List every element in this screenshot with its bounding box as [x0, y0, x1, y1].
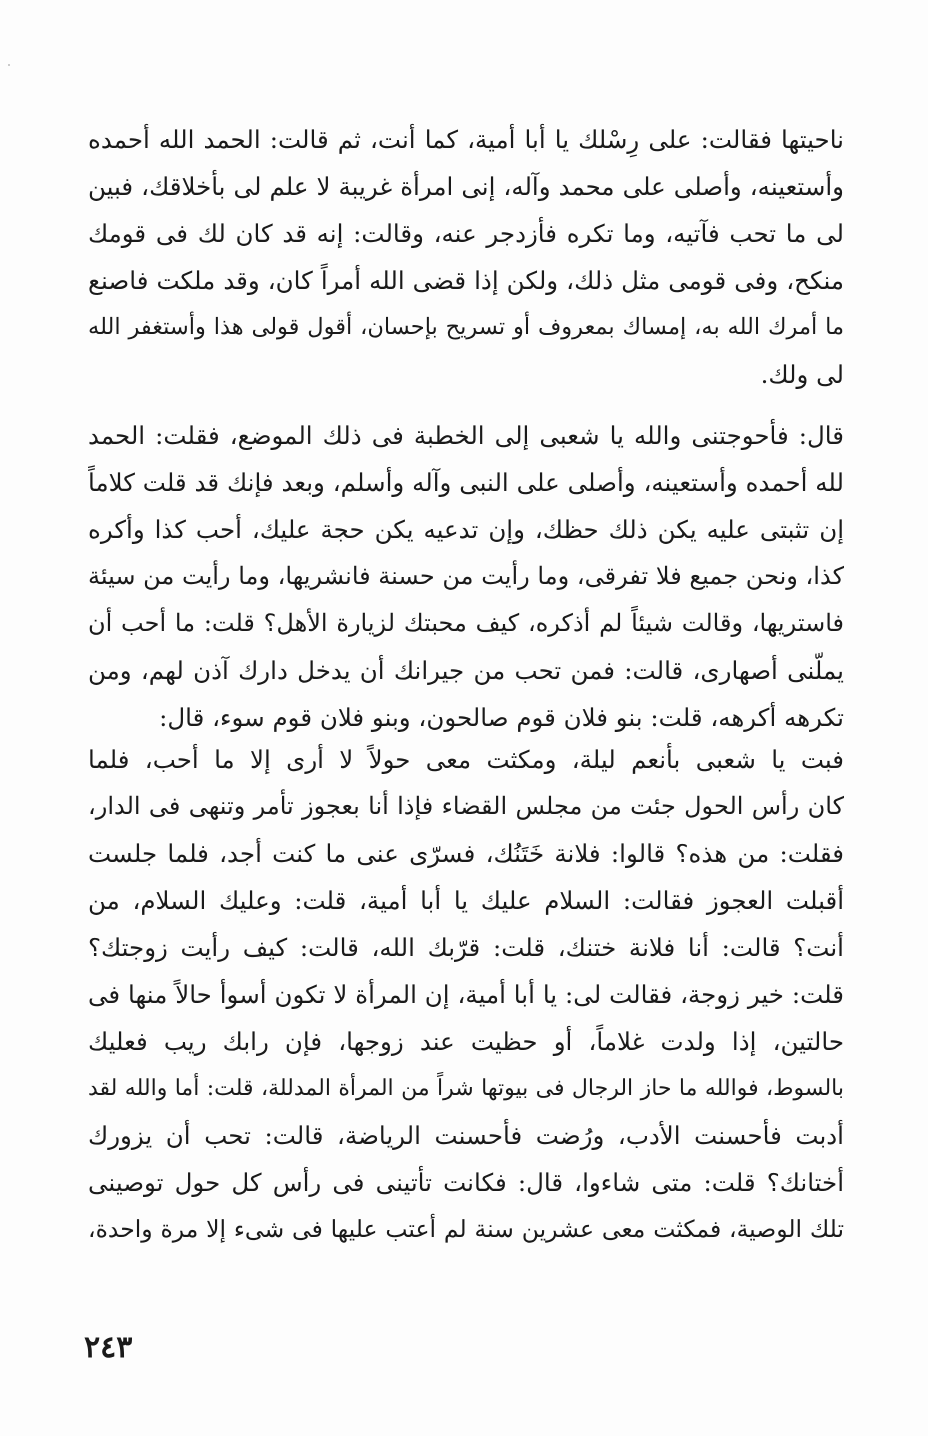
text-line: ناحيتها فقالت: على رِسْلك يا أبا أمية، كما أنت، ثم قالت: الحمد الله أحمده: [88, 125, 844, 154]
paragraph-3: [88, 736, 844, 1253]
text-line: أدبت فأحسنت الأدب، ورُضت فأحسنت الرياضة، قالت: تحب أن يزورك: [88, 1121, 844, 1150]
text-line: كذا، ونحن جميع فلا تفرقى، وما رأيت من حسنة فانشريها، وما رأيت من سيئة: [88, 562, 844, 590]
text-line: أقبلت العجوز فقالت: السلام عليك يا أبا أمية، قلت: وعليك السلام، من: [88, 886, 844, 915]
text-line: لى ما تحب فآتيه، وما تكره فأزدجر عنه، وقالت: إنه قد كان لك فى قومك: [88, 219, 844, 248]
text-line: إن تثبتى عليه يكن ذلك حظك، وإن تدعيه يكن حجة عليك، أحب كذا وأكره: [88, 515, 844, 544]
text-line: يملّنى أصهارى، قالت: فمن تحب من جيرانك أن يدخل دارك آذن لهم، ومن: [88, 656, 844, 685]
text-line: لله أحمده وأستعينه، وأصلى على النبى وآله وأسلم، وبعد فإنك قد قلت كلاماً: [88, 468, 844, 497]
paragraph-1: [88, 116, 844, 398]
text-line: حالتين، إذا ولدت غلاماً، أو حظيت عند زوجها، فإن رابك ريب فعليك: [88, 1027, 844, 1056]
text-line: تكرهه أكرهه، قلت: بنو فلان قوم صالحون، وبنو فلان قوم سوء، قال:: [159, 703, 844, 732]
paragraph-2: [88, 412, 844, 741]
scan-speck: [8, 64, 10, 66]
text-line: فاستريها، وقالت شيئاً لم أذكره، كيف محبتك لزيارة الأهل؟ قلت: ما أحب أن: [88, 609, 844, 637]
page-number: ٢٤٣: [84, 1330, 133, 1365]
text-line: تلك الوصية، فمكثت معى عشرين سنة لم أعتب عليها فى شىء إلا مرة واحدة،: [88, 1215, 844, 1243]
text-line: كان رأس الحول جئت من مجلس القضاء فإذا أنا بعجوز تأمر وتنهى فى الدار،: [88, 792, 844, 820]
text-line: أختانك؟ قلت: متى شاءوا، قال: فكانت تأتينى فى رأس كل حول توصينى: [88, 1168, 844, 1197]
text-line: لى ولك.: [760, 360, 844, 389]
text-line: فبت يا شعبى بأنعم ليلة، ومكثت معى حولاً لا أرى إلا ما أحب، فلما: [88, 745, 844, 774]
text-line: أنت؟ قالت: أنا فلانة ختنك، قلت: قرّبك الله، قالت: كيف رأيت زوجتك؟: [88, 933, 844, 962]
text-line: بالسوط، فوالله ما حاز الرجال فى بيوتها شراً من المرأة المدللة، قلت: أما والله لقد: [88, 1076, 844, 1101]
text-line: منكح، وفى قومى مثل ذلك، ولكن إذا قضى الله أمراً كان، وقد ملكت فاصنع: [88, 266, 844, 295]
text-line: قال: فأحوجتنى والله يا شعبى إلى الخطبة فى ذلك الموضع، فقلت: الحمد: [88, 421, 844, 450]
text-line: فقلت: من هذه؟ قالوا: فلانة خَتَنُك، فسرّى عنى ما كنت أجد، فلما جلست: [88, 839, 844, 868]
text-line: ما أمرك الله به، إمساك بمعروف أو تسريح بإحسان، أقول قولى هذا وأستغفر الله: [88, 314, 844, 340]
text-line: قلت: خير زوجة، فقالت لى: يا أبا أمية، إن المرأة لا تكون أسوأ حالاً منها فى: [88, 980, 844, 1009]
text-line: وأستعينه، وأصلى على محمد وآله، إنى امرأة غريبة لا علم لى بأخلاقك، فبين: [88, 172, 844, 201]
